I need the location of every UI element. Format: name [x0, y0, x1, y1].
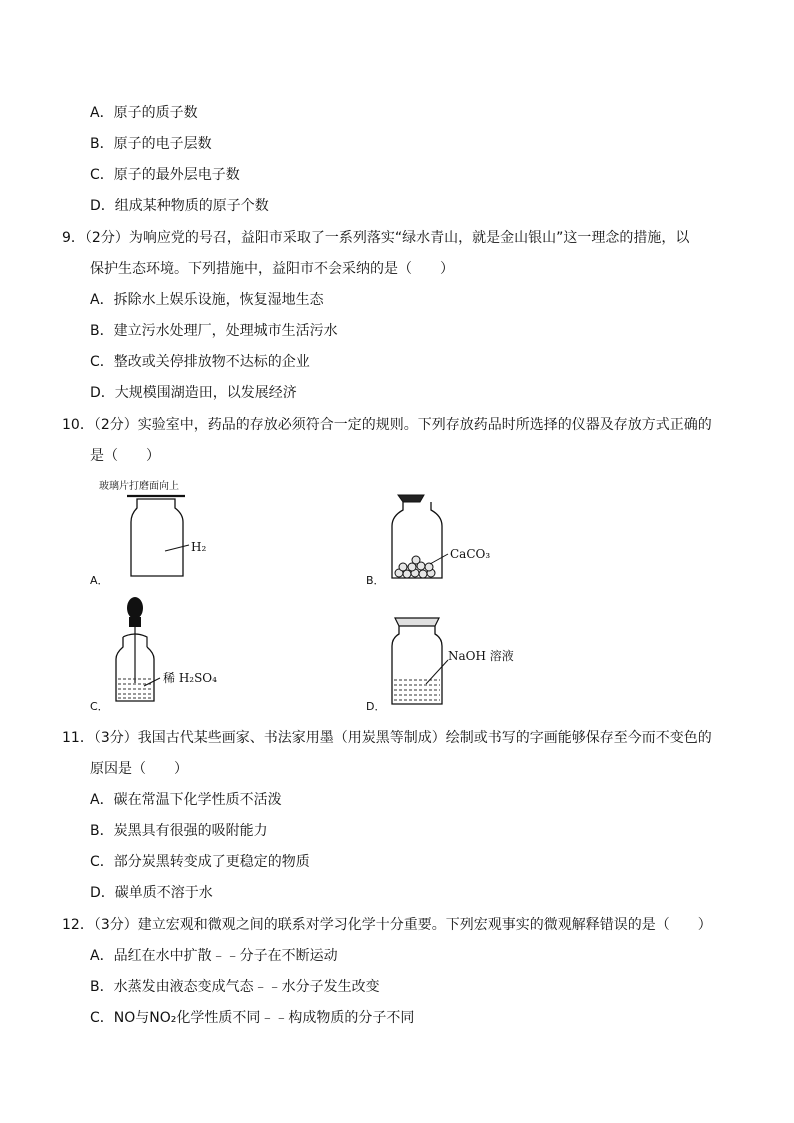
- q12-stem: 12．（3分）建立宏观和微观之间的联系对学习化学十分重要。下列宏观事实的微观解释错误的是（ ）: [62, 917, 712, 933]
- q8-option-b: B．原子的电子层数: [90, 136, 212, 152]
- q10-option-c-label: C．: [90, 700, 109, 713]
- q11-stem: 11．（3分）我国古代某些画家、书法家用墨（用炭黑等制成）绘制或书写的字画能够保存至今而不变色的: [62, 730, 712, 746]
- q8-option-c: C．原子的最外层电子数: [90, 167, 240, 183]
- q10-figure-d: [382, 610, 542, 710]
- q10-figure-a: [95, 476, 255, 586]
- q10-option-a-label: A．: [90, 574, 109, 587]
- q10-figure-a-label: H₂: [191, 540, 207, 554]
- q9-stem-continued: 保护生态环境。下列措施中，益阳市不会采纳的是（ ）: [90, 261, 454, 277]
- q10-option-d-label: D．: [366, 700, 386, 713]
- q9-option-b: B．建立污水处理厂，处理城市生活污水: [90, 323, 338, 339]
- q10-figure-c: [108, 593, 258, 713]
- q11-option-a: A．碳在常温下化学性质不活泼: [90, 792, 282, 808]
- q10-option-b-label: B．: [366, 574, 385, 587]
- q8-option-a: A．原子的质子数: [90, 105, 198, 121]
- q9-option-c: C．整改或关停排放物不达标的企业: [90, 354, 310, 370]
- q11-option-c: C．部分炭黑转变成了更稳定的物质: [90, 854, 310, 870]
- q10-stem: 10．（2分）实验室中，药品的存放必须符合一定的规则。下列存放药品时所选择的仪器及存放方式正确的: [62, 417, 712, 433]
- q11-option-d: D．碳单质不溶于水: [90, 885, 213, 901]
- q10-stem-continued: 是（ ）: [90, 448, 160, 464]
- q10-figure-a-caption: 玻璃片打磨面向上: [99, 481, 179, 492]
- q12-option-c: C．NO与NO₂化学性质不同﹣﹣构成物质的分子不同: [90, 1010, 415, 1026]
- q9-option-d: D．大规模围湖造田，以发展经济: [90, 385, 297, 401]
- q10-figure-c-label: 稀 H₂SO₄: [163, 671, 217, 685]
- q9-option-a: A．拆除水上娱乐设施，恢复湿地生态: [90, 292, 324, 308]
- q8-option-d: D．组成某种物质的原子个数: [90, 198, 269, 214]
- q10-figure-b-label: CaCO₃: [450, 547, 491, 561]
- q11-stem-continued: 原因是（ ）: [90, 761, 188, 777]
- q9-stem: 9．（2分）为响应党的号召，益阳市采取了一系列落实“绿水青山，就是金山银山”这一理念的措施，以: [62, 230, 690, 246]
- q11-option-b: B．炭黑具有很强的吸附能力: [90, 823, 268, 839]
- q12-option-a: A．品红在水中扩散﹣﹣分子在不断运动: [90, 948, 338, 964]
- q10-figure-d-label: NaOH 溶液: [448, 649, 514, 663]
- q12-option-b: B．水蒸发由液态变成气态﹣﹣水分子发生改变: [90, 979, 380, 995]
- q10-figure-b: [372, 486, 522, 586]
